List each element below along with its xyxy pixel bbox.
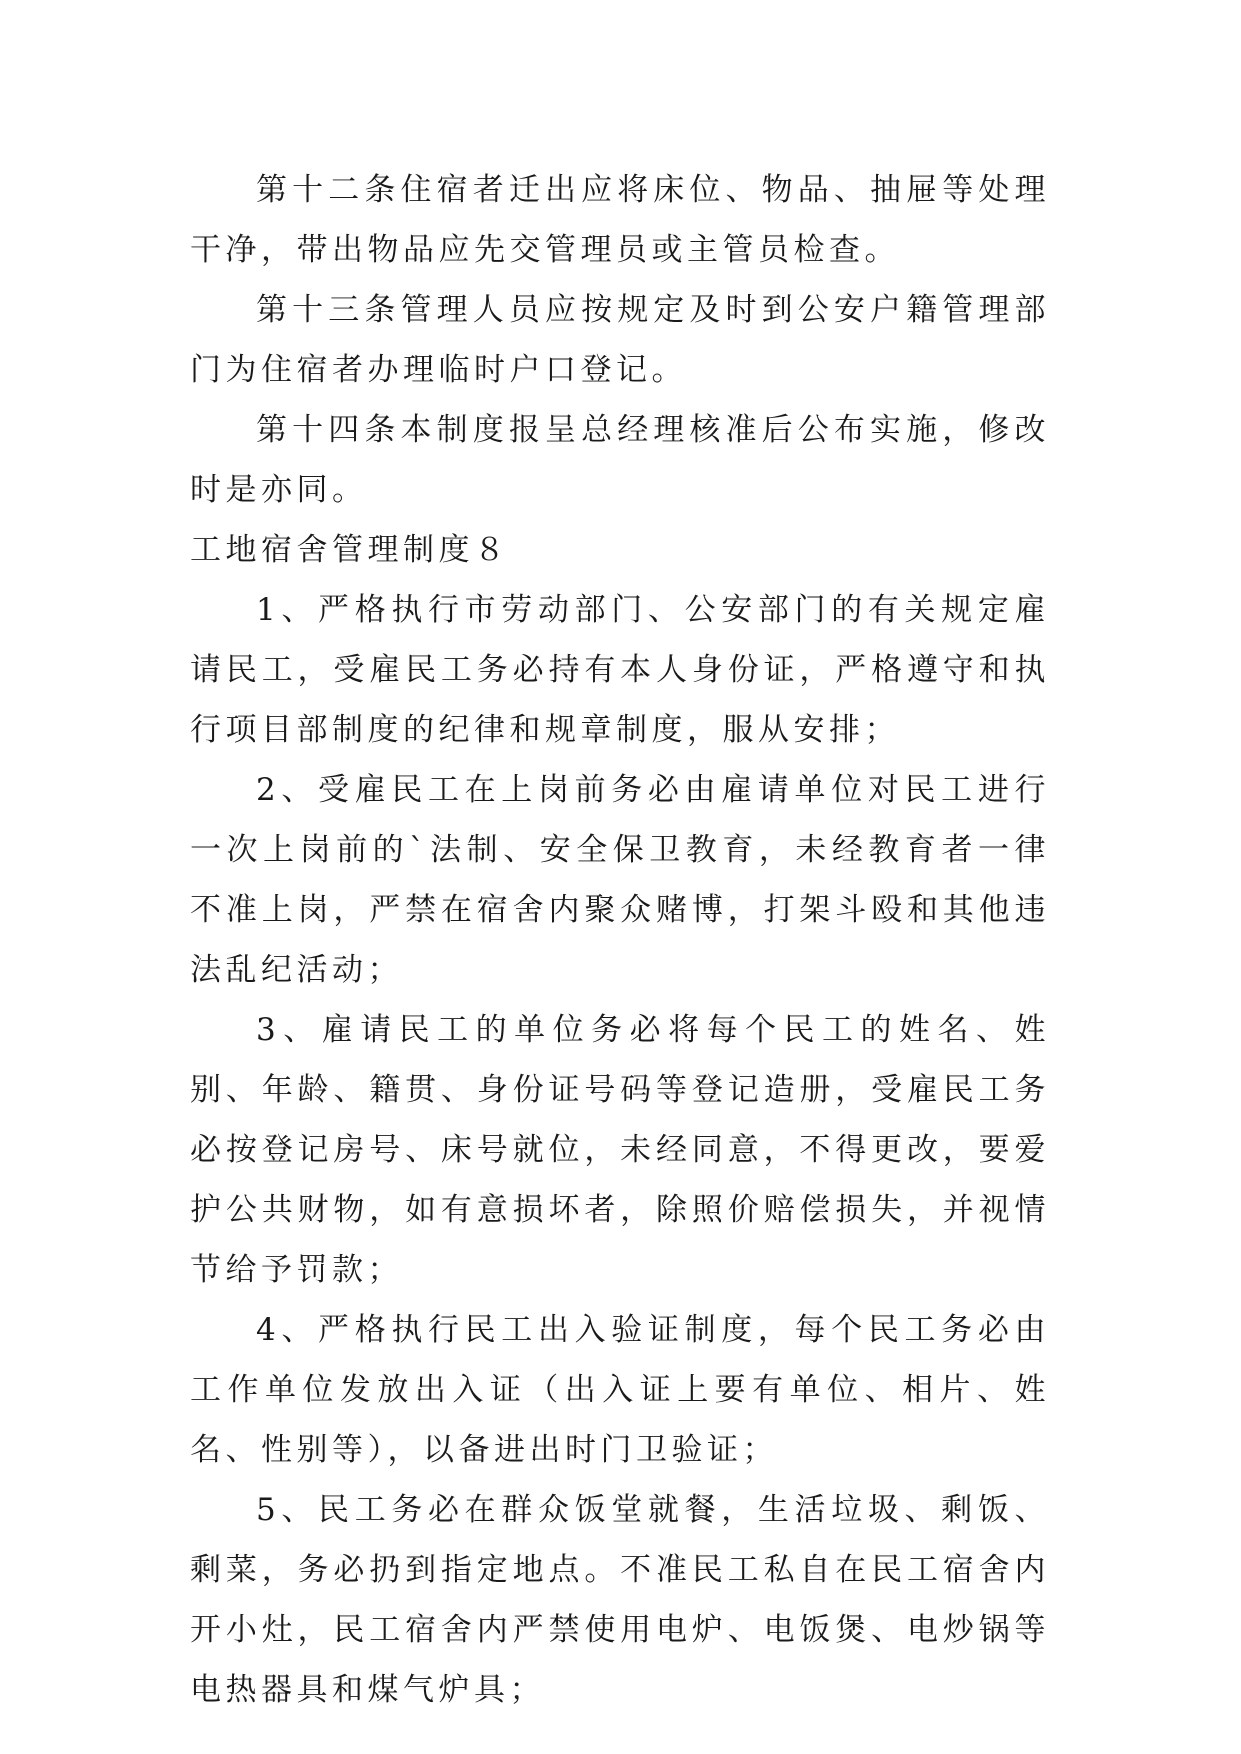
article-13-paragraph: 第十三条管理人员应按规定及时到公安户籍管理部门为住宿者办理临时户口登记。 (190, 292, 1050, 388)
rule-item-3: 3、雇请民工的单位务必将每个民工的姓名、姓别、年龄、籍贯、身份证号码等登记造册，受雇民工务必按登记房号、床号就位，未经同意，不得更改，要爱护公共财物，如有意损坏者，除照价赔偿损失，并视情节给予罚款； (190, 1012, 1050, 1288)
rule-item-4: 4、严格执行民工出入验证制度，每个民工务必由工作单位发放出入证（出入证上要有单位、相片、姓名、性别等），以备进出时门卫验证； (190, 1312, 1050, 1468)
article-14-paragraph: 第十四条本制度报呈总经理核准后公布实施，修改时是亦同。 (190, 412, 1050, 508)
rule-item-2: 2、受雇民工在上岗前务必由雇请单位对民工进行一次上岗前的`法制、安全保卫教育，未经教育者一律不准上岗，严禁在宿舍内聚众赌博，打架斗殴和其他违法乱纪活动； (190, 772, 1050, 988)
rule-item-1: 1、严格执行市劳动部门、公安部门的有关规定雇请民工，受雇民工务必持有本人身份证，严格遵守和执行项目部制度的纪律和规章制度，服从安排； (190, 592, 1050, 748)
rule-item-5: 5、民工务必在群众饭堂就餐，生活垃圾、剩饭、剩菜，务必扔到指定地点。不准民工私自在民工宿舍内开小灶，民工宿舍内严禁使用电炉、电饭煲、电炒锅等电热器具和煤气炉具； (190, 1492, 1050, 1708)
section-heading: 工地宿舍管理制度８ (190, 532, 510, 568)
document-body (190, 160, 1050, 1720)
article-12-paragraph: 第十二条住宿者迁出应将床位、物品、抽屉等处理干净，带出物品应先交管理员或主管员检查。 (190, 172, 1050, 268)
